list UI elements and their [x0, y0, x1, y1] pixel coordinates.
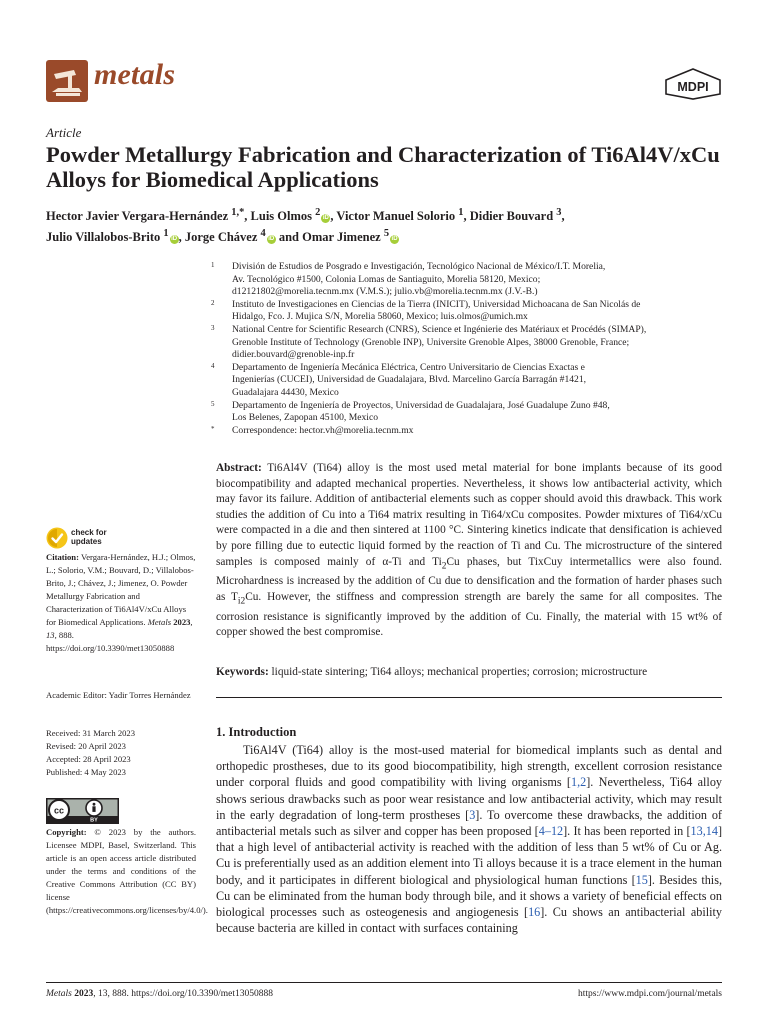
affiliation: [211, 299, 726, 324]
author-affil-sup: 1: [458, 207, 464, 218]
affiliation-number: 4: [211, 361, 215, 370]
abstract-text: Cu. However, the stiffness and compression strength are barely the same for all composites. The corrosion resistance is significantly improved by the addition of Cu. Finally, the material with 15 wt% of copper showed the best compromise.: [216, 591, 722, 639]
author-name[interactable]: Didier Bouvard: [469, 209, 554, 224]
body-text: ]. Nevertheless, Ti64 alloy shows serious drawbacks such as poor wear resistance and low antibacterial activity, which may result in the early degradation of long-term prostheses [: [216, 775, 723, 822]
citation-label: Citation:: [46, 552, 79, 562]
body-text: Ti6Al4V (Ti64) alloy is the most-used material for biomedical implants such as dental and orthopedic prostheses, due to its good biocompatibility, high strength, excellent corrosion resistance under corporal fluids and good compatibility with living organisms [: [216, 743, 722, 790]
affiliation-line: Departamento de Ingeniería Mecánica Eléctrica, Centro Universitario de Ciencias Exactas e: [232, 361, 585, 373]
paper-title: Powder Metallurgy Fabrication and Characterization of Ti6Al4V/xCu Alloys for Biomedical Applications: [46, 142, 720, 192]
author-affil-sup: 3: [556, 207, 562, 218]
affiliation: [211, 261, 726, 299]
abstract-text: Ti6Al4V (Ti64) alloy is the most used metal material for bone implants because of its good biocompatibility and adapted mechanical properties. Nevertheless, it shows low antibacterial activity, which may favor its failure. Addition of antibacterial elements such as copper should avoid this drawback. This work studies the addition of Cu into a Ti64 matrix resulting in Ti64/xCu composites. Powder mixtures of Ti64/xCu were compacted in a die and then sintered at 1100 °C. Sintering kinetics indicate that densification is achieved by pore filling due to eutectic liquid formed by the reaction of Ti and Cu. The microstructure of the sintered samples is composed mainly of α-Ti and Ti: [216, 462, 723, 568]
citation-volume: 13: [46, 630, 55, 640]
affiliation-line: Ingenierías (CUCEI), Universidad de Guadalajara, Blvd. Marcelino García Barragán #1421,: [232, 374, 587, 386]
section-heading: 1. Introduction: [216, 725, 297, 739]
affiliation-number: 1: [211, 261, 215, 269]
cc-by-license-icon[interactable]: [46, 798, 119, 824]
mdpi-logo-text: MDPI: [677, 80, 709, 94]
mdpi-logo-icon: [664, 68, 722, 100]
academic-editor: Academic Editor: Yadir Torres Hernández: [46, 690, 191, 700]
orcid-icon[interactable]: iD: [322, 215, 329, 222]
copyright-notice: [46, 826, 208, 917]
author-affil-sup: 1,*: [231, 207, 245, 218]
citation-link[interactable]: 16: [528, 905, 541, 920]
citation-doi[interactable]: , 888. https://doi.org/10.3390/met13050888: [46, 630, 175, 653]
citation-link[interactable]: 3: [469, 807, 476, 822]
affiliation-line: Av. Tecnológico #1500, Colonia Lomas de Santiaguito, Morelia 58120, Mexico;: [232, 273, 541, 285]
orcid-icon[interactable]: iD: [171, 236, 178, 243]
check-updates-label: [71, 528, 107, 546]
keywords-label: Keywords:: [216, 666, 269, 678]
affiliation-line: Instituto de Investigaciones en Ciencias de la Tierra (INICIT), Universidad Michoacana de San Nicolás de: [232, 298, 641, 310]
footer-doi[interactable]: , 13, 888. https://doi.org/10.3390/met13050888: [93, 989, 274, 999]
citation-year: 2023: [173, 617, 191, 627]
journal-name: metals: [94, 58, 176, 91]
citation-link[interactable]: 15: [635, 872, 648, 887]
check-for-updates-button[interactable]: [46, 527, 136, 549]
body-text: ] that a high level of antibacterial activity is reached with the addition of less than 5 wt% of Cu or Ag. Cu is preferentially used as an addition element into Ti alloys because it is a trace element in the human body, and it participates in different biological and physiological human functions [: [216, 824, 722, 887]
author-name[interactable]: Julio Villalobos-Brito: [46, 230, 161, 245]
orcid-icon[interactable]: iD: [268, 236, 275, 243]
footer-journal-url[interactable]: https://www.mdpi.com/journal/metals: [578, 989, 722, 999]
author-affil-sup: 4: [260, 228, 266, 240]
abstract-label: Abstract:: [216, 462, 262, 474]
affiliation: [211, 400, 726, 425]
author-affil-sup: 5: [383, 228, 390, 240]
body-text: ]. Cu shows an antibacterial ability because bacteria are killed in contact with surfaces containing: [216, 905, 722, 936]
affiliation-line[interactable]: d12121802@morelia.tecnm.mx (V.M.S.); julio.vb@morelia.tecnm.mx (J.V.-B.): [232, 286, 538, 298]
affiliation-line: Los Belenes, Zapopan 45100, Mexico: [232, 412, 379, 424]
affiliation-number: 5: [211, 399, 215, 408]
footer-year: 2023: [74, 989, 94, 999]
introduction-paragraph: [216, 742, 722, 936]
abstract: [216, 461, 722, 641]
affiliation-line: Guadalajara 44430, Mexico: [232, 386, 339, 398]
copyright-label: Copyright:: [46, 827, 87, 837]
date-accepted: Accepted: 28 April 2023: [46, 754, 131, 764]
abstract-text: Cu phases, but TixCuy intermetallics were also found. Microhardness is increased by the addition of Cu due to densification and the formation of harder phases such as T: [216, 555, 722, 603]
author-affil-sup: 1: [163, 228, 169, 240]
author-line-1: Hector Javier Vergara-Hernández $^{1,*}$, Luis Olmos $^2$iD , Victor Manuel Solorio $^1$, Didier Bouvard $^3$,: [46, 207, 565, 224]
correspondence: [211, 425, 726, 438]
affiliation-number: 3: [211, 323, 215, 332]
affiliation-line[interactable]: didier.bouvard@grenoble-inp.fr: [232, 349, 355, 361]
cc-by-label: BY: [90, 817, 98, 824]
article-type: Article: [46, 125, 82, 140]
section-divider: [216, 697, 722, 698]
affiliation-number: *: [211, 424, 215, 433]
author-name[interactable]: Jorge Chávez: [184, 230, 258, 245]
affiliation-line: División de Estudios de Posgrado e Investigación, Tecnológico Nacional de México/I.T. Morelia,: [232, 261, 606, 272]
affiliations: [211, 261, 726, 437]
affiliation-line: National Centre for Scientific Research (CNRS), Science et Ingénierie des Matériaux et Procédés (SIMAP),: [232, 323, 647, 335]
author-line-2: Julio Villalobos-Brito $^1$iD , Jorge Chávez $^4$iD and Omar Jimenez $^5$iD: [46, 228, 398, 245]
affiliation-number: 2: [211, 298, 215, 307]
body-text: ]. To overcome these drawbacks, the addition of antibacterial metals such as silver and copper has been proposed [: [216, 807, 722, 839]
footer-journal: Metals: [46, 989, 72, 999]
svg-text:cc: cc: [53, 805, 65, 816]
footer-citation: [46, 989, 273, 999]
author-name[interactable]: Omar Jimenez: [302, 230, 381, 245]
citation-text: Vergara-Hernández, H.J.; Olmos, L.; Solorio, V.M.; Bouvard, D.; Villalobos-Brito, J.; Chávez, J.; Jimenez, O. Powder Metallurgy Fabrication and Characterization of Ti6Al4V/xCu Alloys for Biomedical Applications.: [46, 552, 196, 627]
body-text: ]. It has been reported in [: [563, 824, 691, 839]
date-published: Published: 4 May 2023: [46, 767, 126, 777]
footer-divider: [46, 982, 722, 983]
body-text: ]. Besides this, Cu can be eliminated from the human body through bile, and it shows a variety of beneficial effects on biological processes such as osteogenesis and angiogenesis [: [216, 872, 722, 920]
and-word: and: [278, 230, 299, 245]
abstract-subscript: 2: [441, 560, 447, 571]
author-name[interactable]: Luis Olmos: [250, 209, 313, 224]
metals-logo-icon: [46, 60, 88, 102]
affiliation-line: Grenoble Institute of Technology (Grenoble INP), Universite Grenoble Alpes, 38000 Grenoble, France;: [232, 336, 630, 348]
author-affil-sup: 2: [315, 207, 321, 218]
citation-link[interactable]: 4–12: [538, 824, 564, 839]
keywords-text: liquid-state sintering; Ti64 alloys; mechanical properties; corrosion; microstructure: [271, 666, 648, 678]
copyright-text: © 2023 by the authors. Licensee MDPI, Basel, Switzerland. This article is an open access article distributed under the terms and conditions of the Creative Commons Attribution (CC BY) license (https://creativecommons.org/licenses/by/4.0/).: [46, 827, 208, 915]
publication-dates: [46, 727, 196, 779]
author-name[interactable]: Victor Manuel Solorio: [336, 209, 456, 224]
date-revised: Revised: 20 April 2023: [46, 741, 126, 751]
abstract-subscript: i2: [237, 596, 246, 607]
correspondence-line[interactable]: Correspondence: hector.vh@morelia.tecnm.mx: [232, 424, 414, 436]
check-updates-line: check for: [71, 528, 107, 537]
affiliation-line: Departamento de Ingeniería de Proyectos, Universidad de Guadalajara, José Guadalupe Zuno #48,: [232, 399, 610, 411]
check-updates-icon: [46, 527, 68, 549]
author-list: [46, 204, 726, 246]
citation-journal: Metals: [147, 617, 172, 627]
affiliation: [211, 362, 726, 400]
author-name[interactable]: Hector Javier Vergara-Hernández: [46, 209, 229, 224]
citation-link[interactable]: 13,14: [690, 824, 718, 839]
citation-link[interactable]: 1,2: [570, 775, 587, 790]
check-updates-line: updates: [71, 537, 102, 546]
citation-block: Citation: Vergara-Hernández, H.J.; Olmos, L.; Solorio, V.M.; Bouvard, D.; Villalobos-Brito, J.; Chávez, J.; Jimenez, O. Powder Metallurgy Fabrication and Characterization of Ti6Al4V/xCu Alloys for Biomedical Applications. Metals 2023, 13, 888. https://doi.org/10.3390/met13050888: [46, 552, 196, 653]
orcid-icon[interactable]: iD: [391, 236, 398, 243]
keywords: [216, 665, 722, 680]
affiliation-line[interactable]: Hidalgo, Fco. J. Mujica S/N, Morelia 58060, Mexico; luis.olmos@umich.mx: [232, 311, 528, 323]
affiliation: [211, 324, 726, 362]
date-received: Received: 31 March 2023: [46, 728, 136, 738]
